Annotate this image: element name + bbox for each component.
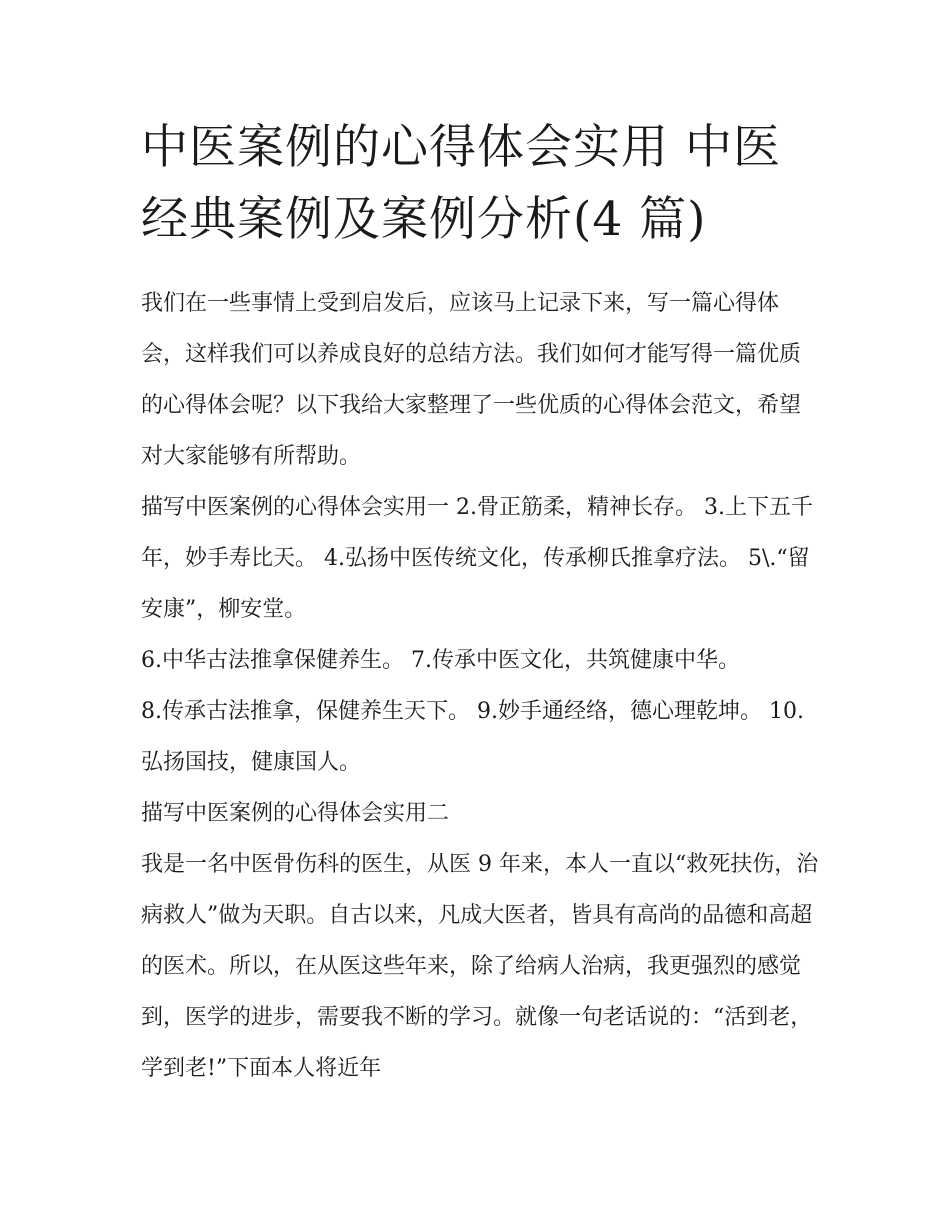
paragraph-intro: 我们在一些事情上受到启发后，应该马上记录下来，写一篇心得体会，这样我们可以养成良好的总结方法。我们如何才能写得一篇优质的心得体会呢？以下我给大家整理了一些优质的心得体会范文，希望对大家能够有所帮助。 [141,291,802,469]
section-heading-2: 描写中医案例的心得体会实用二 [141,801,450,826]
document-page [141,112,821,1094]
paragraph-slogans-3: 8.传承古法推拿，保健养生天下。 9.妙手通经络，德心理乾坤。 10.弘扬国技，健康国人。 [141,699,804,775]
document-title: 中医案例的心得体会实用 中医经典案例及案例分析(4 篇) [141,120,781,247]
paragraph-body-2: 我是一名中医骨伤科的医生，从医 9 年来，本人一直以“救死扶伤，治病救人”做为天职。自古以来，凡成大医者，皆具有高尚的品德和高超的医术。所以，在从医这些年来，除了给病人治病，我更强烈的感觉到，医学的进步，需要我不断的学习。就像一句老话说的：“活到老，学到老!”下面本人将近年 [141,852,819,1081]
paragraph-slogans-1: 描写中医案例的心得体会实用一 2.骨正筋柔，精神长存。 3.上下五千年，妙手寿比天。 4.弘扬中医传统文化，传承柳氏推拿疗法。 5\.“留安康”，柳安堂。 [141,495,813,622]
paragraph-slogans-2: 6.中华古法推拿保健养生。 7.传承中医文化，共筑健康中华。 [141,648,740,673]
